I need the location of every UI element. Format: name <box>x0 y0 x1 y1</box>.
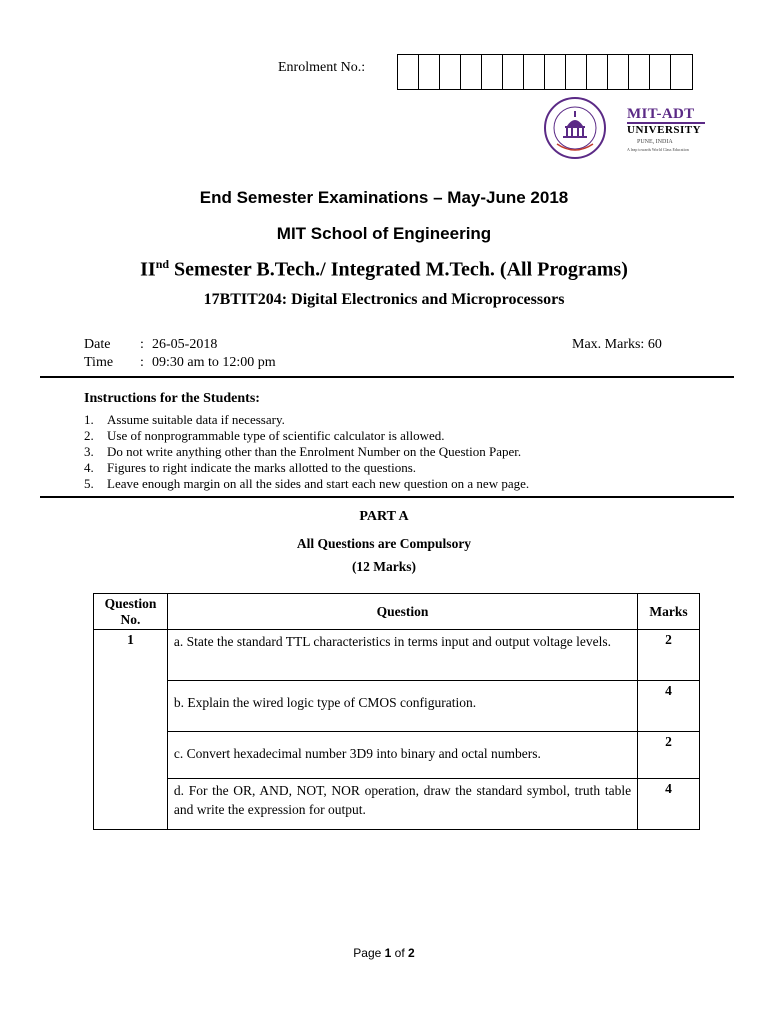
instruction-item <box>84 476 529 492</box>
table-row <box>94 732 700 779</box>
enrolment-box <box>545 55 566 89</box>
time-label: Time <box>84 355 114 370</box>
enrolment-box <box>398 55 419 89</box>
instruction-text: Figures to right indicate the marks allotted to the questions. <box>107 460 417 475</box>
footer-page-total: 2 <box>408 946 415 960</box>
question-text-cell <box>167 732 637 779</box>
question-table <box>93 593 700 830</box>
instruction-number: 4. <box>84 460 94 475</box>
instruction-text: Assume suitable data if necessary. <box>107 412 285 427</box>
date-label: Date <box>84 337 111 352</box>
instruction-item <box>84 428 529 444</box>
instruction-number: 1. <box>84 412 94 427</box>
time-colon: : <box>140 355 144 370</box>
enrolment-box <box>587 55 608 89</box>
question-text: c. Convert hexadecimal number 3D9 into binary and octal numbers. <box>173 746 541 761</box>
instruction-number: 5. <box>84 476 94 491</box>
instructions-list <box>84 412 529 492</box>
instruction-text: Leave enough margin on all the sides and start each new question on a new page. <box>107 476 530 491</box>
enrolment-box <box>503 55 524 89</box>
logo-tagline: A leap towards World Class Education <box>627 147 689 152</box>
time-value: 09:30 am to 12:00 pm <box>152 355 276 370</box>
date-value: 26-05-2018 <box>152 337 218 352</box>
enrolment-box <box>629 55 650 89</box>
semester-superscript: nd <box>155 257 170 271</box>
instruction-item <box>84 460 529 476</box>
footer-page-number: 1 <box>384 946 392 960</box>
enrolment-box <box>524 55 545 89</box>
enrolment-box <box>419 55 440 89</box>
question-text: d. For the OR, AND, NOT, NOR operation, draw the standard symbol, truth table and write the expression for output. <box>167 779 637 830</box>
enrolment-box <box>671 55 692 89</box>
question-marks: 2 <box>638 630 700 681</box>
enrolment-box <box>440 55 461 89</box>
table-row <box>94 779 700 830</box>
instruction-text: Use of nonprogrammable type of scientific calculator is allowed. <box>107 428 445 443</box>
instruction-number: 2. <box>84 428 94 443</box>
enrolment-box <box>566 55 587 89</box>
enrolment-box <box>482 55 503 89</box>
table-row <box>94 630 700 681</box>
exam-title: End Semester Examinations – May-June 2018 <box>199 188 569 207</box>
question-marks: 2 <box>638 732 700 779</box>
table-row <box>94 681 700 732</box>
enrolment-box <box>461 55 482 89</box>
part-marks: (12 Marks) <box>351 559 417 574</box>
part-subtitle: All Questions are Compulsory <box>296 536 472 551</box>
instructions-title: Instructions for the Students: <box>84 391 260 406</box>
max-marks: Max. Marks: 60 <box>572 337 662 352</box>
question-marks: 4 <box>638 681 700 732</box>
instruction-item <box>84 412 529 428</box>
header-question-no: Question No. <box>94 594 168 630</box>
part-title: PART A <box>359 509 409 524</box>
semester-heading <box>0 257 768 282</box>
university-logo <box>543 96 713 160</box>
school-name: MIT School of Engineering <box>276 224 492 243</box>
page-footer <box>0 946 768 960</box>
instruction-number: 3. <box>84 444 94 459</box>
question-text: b. Explain the wired logic type of CMOS configuration. <box>173 695 477 710</box>
logo-city: PUNE, INDIA <box>637 139 673 145</box>
table-header-row <box>94 594 700 630</box>
header-marks: Marks <box>638 594 700 630</box>
logo-name: MIT-ADT <box>627 106 695 122</box>
enrolment-number-boxes <box>397 54 693 90</box>
question-number: 1 <box>94 630 168 830</box>
semester-roman: II <box>140 258 156 281</box>
question-marks: 4 <box>638 779 700 830</box>
instruction-text: Do not write anything other than the Enrolment Number on the Question Paper. <box>107 444 522 459</box>
enrolment-box <box>650 55 671 89</box>
footer-prefix: Page <box>353 946 385 960</box>
question-text-cell <box>167 681 637 732</box>
divider-rule <box>40 496 734 498</box>
university-seal-icon <box>543 96 607 160</box>
enrolment-label: Enrolment No.: <box>278 60 366 75</box>
header-question: Question <box>167 594 637 630</box>
date-colon: : <box>140 337 144 352</box>
semester-program: Semester B.Tech./ Integrated M.Tech. (All Programs) <box>169 258 628 281</box>
logo-university: UNIVERSITY <box>627 124 702 136</box>
divider-rule <box>40 376 734 378</box>
course-title: 17BTIT204: Digital Electronics and Microprocessors <box>203 291 565 308</box>
question-text: a. State the standard TTL characteristics in terms input and output voltage levels. <box>167 630 637 681</box>
enrolment-box <box>608 55 629 89</box>
instruction-item <box>84 444 529 460</box>
footer-of: of <box>391 946 409 960</box>
